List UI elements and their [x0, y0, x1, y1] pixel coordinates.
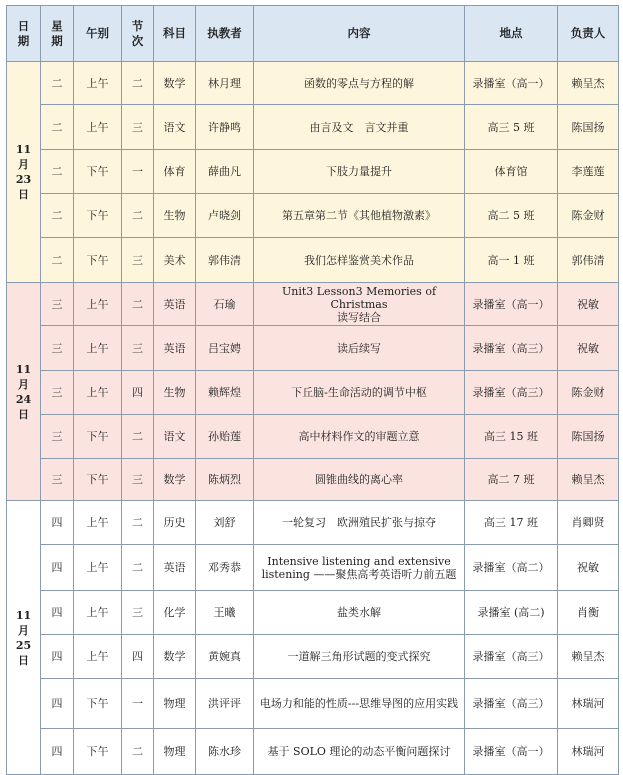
location-cell: 录播室（高二） — [465, 545, 558, 591]
date-cell — [7, 62, 41, 283]
content-cell: 第五章第二节《其他植物激素》 — [254, 194, 465, 238]
teacher-cell: 陈水珍 — [196, 729, 254, 775]
period-cell: 上午 — [74, 283, 122, 326]
table-row — [7, 729, 619, 775]
teacher-cell: 洪评评 — [196, 679, 254, 729]
subject-cell: 数学 — [154, 635, 196, 679]
owner-cell: 林瑞河 — [558, 729, 619, 775]
lesson-cell: 二 — [122, 283, 154, 326]
period-cell: 上午 — [74, 545, 122, 591]
location-cell: 录播室（高一） — [465, 729, 558, 775]
weekday-cell: 二 — [41, 150, 74, 194]
header-period: 午别 — [74, 6, 122, 62]
location-cell: 高三 17 班 — [465, 501, 558, 545]
location-cell: 体育馆 — [465, 150, 558, 194]
weekday-cell: 四 — [41, 635, 74, 679]
schedule-wrapper — [6, 5, 618, 775]
owner-cell: 李莲莲 — [558, 150, 619, 194]
table-row — [7, 679, 619, 729]
teacher-cell: 刘舒 — [196, 501, 254, 545]
header-weekday: 星 期 — [41, 6, 74, 62]
content-cell: 基于 SOLO 理论的动态平衡问题探讨 — [254, 729, 465, 775]
weekday-cell: 四 — [41, 591, 74, 635]
period-cell: 下午 — [74, 150, 122, 194]
date-part: 月 — [18, 623, 29, 637]
owner-cell: 赖呈杰 — [558, 62, 619, 105]
teacher-cell: 许静鸣 — [196, 105, 254, 150]
teacher-cell: 陈炳烈 — [196, 459, 254, 501]
period-cell: 上午 — [74, 635, 122, 679]
weekday-cell: 三 — [41, 415, 74, 459]
owner-cell: 陈金财 — [558, 371, 619, 415]
location-cell: 录播室（高三） — [465, 679, 558, 729]
weekday-cell: 四 — [41, 501, 74, 545]
owner-cell: 祝敏 — [558, 283, 619, 326]
owner-cell: 郭伟清 — [558, 238, 619, 283]
owner-cell: 赖呈杰 — [558, 635, 619, 679]
subject-cell: 数学 — [154, 459, 196, 501]
subject-cell: 体育 — [154, 150, 196, 194]
content-cell: 电场力和能的性质---思维导图的应用实践 — [254, 679, 465, 729]
date-part: 23 — [15, 173, 32, 186]
weekday-cell: 四 — [41, 729, 74, 775]
owner-cell: 陈金财 — [558, 194, 619, 238]
location-cell: 录播室（高一） — [465, 283, 558, 326]
weekday-cell: 二 — [41, 194, 74, 238]
owner-cell: 陈国扬 — [558, 105, 619, 150]
lesson-cell: 一 — [122, 150, 154, 194]
subject-cell: 英语 — [154, 326, 196, 371]
lesson-cell: 二 — [122, 62, 154, 105]
lesson-cell: 二 — [122, 729, 154, 775]
owner-cell: 林瑞河 — [558, 679, 619, 729]
header-row — [7, 6, 619, 62]
lesson-cell: 四 — [122, 635, 154, 679]
schedule-body — [7, 62, 619, 775]
weekday-cell: 三 — [41, 371, 74, 415]
owner-cell: 赖呈杰 — [558, 459, 619, 501]
content-cell: 读后续写 — [254, 326, 465, 371]
location-cell: 录播室 (高二) — [465, 591, 558, 635]
teacher-cell: 王曦 — [196, 591, 254, 635]
date-part: 日 — [18, 188, 29, 201]
owner-cell: 肖衡 — [558, 591, 619, 635]
table-row — [7, 415, 619, 459]
content-cell: 下丘脑-生命活动的调节中枢 — [254, 371, 465, 415]
date-part: 24 — [15, 392, 32, 406]
lesson-cell: 二 — [122, 194, 154, 238]
owner-cell: 肖卿贤 — [558, 501, 619, 545]
location-cell: 录播室（高三） — [465, 371, 558, 415]
table-row — [7, 459, 619, 501]
table-row — [7, 371, 619, 415]
date-part: 25 — [15, 638, 32, 652]
teacher-cell: 石瑜 — [196, 283, 254, 326]
content-cell: 函数的零点与方程的解 — [254, 62, 465, 105]
period-cell: 下午 — [74, 459, 122, 501]
teacher-cell: 薛曲凡 — [196, 150, 254, 194]
date-part: 日 — [18, 653, 29, 667]
period-cell: 下午 — [74, 729, 122, 775]
location-cell: 高三 5 班 — [465, 105, 558, 150]
teacher-cell: 黄婉真 — [196, 635, 254, 679]
location-cell: 高二 7 班 — [465, 459, 558, 501]
date-part: 11 — [15, 362, 32, 376]
table-row — [7, 545, 619, 591]
location-cell: 录播室（高一） — [465, 62, 558, 105]
header-content: 内容 — [254, 6, 465, 62]
period-cell: 下午 — [74, 415, 122, 459]
header-date: 日 期 — [7, 6, 41, 62]
lesson-cell: 二 — [122, 415, 154, 459]
lesson-cell: 三 — [122, 591, 154, 635]
subject-cell: 生物 — [154, 194, 196, 238]
lesson-cell: 二 — [122, 545, 154, 591]
table-row — [7, 150, 619, 194]
header-subject: 科目 — [154, 6, 196, 62]
location-cell: 高一 1 班 — [465, 238, 558, 283]
table-row — [7, 501, 619, 545]
weekday-cell: 二 — [41, 238, 74, 283]
header-teacher: 执教者 — [196, 6, 254, 62]
date-part: 月 — [18, 377, 29, 391]
content-cell: 圆锥曲线的离心率 — [254, 459, 465, 501]
owner-cell: 祝敏 — [558, 326, 619, 371]
subject-cell: 英语 — [154, 283, 196, 326]
teacher-cell: 卢晓剑 — [196, 194, 254, 238]
teacher-cell: 邓秀恭 — [196, 545, 254, 591]
subject-cell: 语文 — [154, 415, 196, 459]
subject-cell: 数学 — [154, 62, 196, 105]
period-cell: 上午 — [74, 371, 122, 415]
date-part: 月 — [18, 158, 29, 171]
header-owner: 负责人 — [558, 6, 619, 62]
subject-cell: 物理 — [154, 729, 196, 775]
teacher-cell: 吕宝娉 — [196, 326, 254, 371]
weekday-cell: 四 — [41, 545, 74, 591]
table-row — [7, 194, 619, 238]
date-part: 11 — [15, 608, 32, 622]
weekday-cell: 三 — [41, 459, 74, 501]
table-row — [7, 326, 619, 371]
period-cell: 上午 — [74, 105, 122, 150]
date-part: 日 — [18, 407, 29, 421]
table-row — [7, 238, 619, 283]
period-cell: 上午 — [74, 591, 122, 635]
period-cell: 下午 — [74, 238, 122, 283]
table-row — [7, 105, 619, 150]
content-cell: 我们怎样鉴赏美术作品 — [254, 238, 465, 283]
period-cell: 上午 — [74, 62, 122, 105]
teacher-cell: 郭伟清 — [196, 238, 254, 283]
table-row — [7, 62, 619, 105]
subject-cell: 语文 — [154, 105, 196, 150]
subject-cell: 化学 — [154, 591, 196, 635]
owner-cell: 陈国扬 — [558, 415, 619, 459]
content-cell: 由言及文 言文并重 — [254, 105, 465, 150]
location-cell: 录播室（高三） — [465, 635, 558, 679]
teacher-cell: 林月理 — [196, 62, 254, 105]
lesson-cell: 三 — [122, 238, 154, 283]
table-row — [7, 591, 619, 635]
subject-cell: 物理 — [154, 679, 196, 729]
lesson-cell: 三 — [122, 326, 154, 371]
content-cell: Unit3 Lesson3 Memories of Christmas 读写结合 — [254, 283, 465, 326]
schedule-table — [6, 5, 619, 775]
lesson-cell: 三 — [122, 459, 154, 501]
subject-cell: 历史 — [154, 501, 196, 545]
weekday-cell: 三 — [41, 326, 74, 371]
content-cell: 一道解三角形试题的变式探究 — [254, 635, 465, 679]
teacher-cell: 赖辉煌 — [196, 371, 254, 415]
period-cell: 下午 — [74, 194, 122, 238]
weekday-cell: 二 — [41, 62, 74, 105]
weekday-cell: 二 — [41, 105, 74, 150]
location-cell: 高三 15 班 — [465, 415, 558, 459]
location-cell: 录播室（高三） — [465, 326, 558, 371]
content-cell: 下肢力量提升 — [254, 150, 465, 194]
lesson-cell: 四 — [122, 371, 154, 415]
period-cell: 下午 — [74, 679, 122, 729]
subject-cell: 生物 — [154, 371, 196, 415]
period-cell: 上午 — [74, 326, 122, 371]
date-cell — [7, 501, 41, 775]
content-cell: 盐类水解 — [254, 591, 465, 635]
subject-cell: 英语 — [154, 545, 196, 591]
date-part: 11 — [15, 143, 32, 156]
header-location: 地点 — [465, 6, 558, 62]
content-cell: Intensive listening and extensive listening ——聚焦高考英语听力前五题 — [254, 545, 465, 591]
weekday-cell: 四 — [41, 679, 74, 729]
lesson-cell: 三 — [122, 105, 154, 150]
subject-cell: 美术 — [154, 238, 196, 283]
header-lesson: 节 次 — [122, 6, 154, 62]
date-cell — [7, 283, 41, 501]
teacher-cell: 孙贻莲 — [196, 415, 254, 459]
period-cell: 上午 — [74, 501, 122, 545]
location-cell: 高二 5 班 — [465, 194, 558, 238]
table-row — [7, 283, 619, 326]
table-row — [7, 635, 619, 679]
content-cell: 高中材料作文的审题立意 — [254, 415, 465, 459]
content-cell: 一轮复习 欧洲殖民扩张与掠夺 — [254, 501, 465, 545]
lesson-cell: 二 — [122, 501, 154, 545]
owner-cell: 祝敏 — [558, 545, 619, 591]
lesson-cell: 一 — [122, 679, 154, 729]
weekday-cell: 三 — [41, 283, 74, 326]
